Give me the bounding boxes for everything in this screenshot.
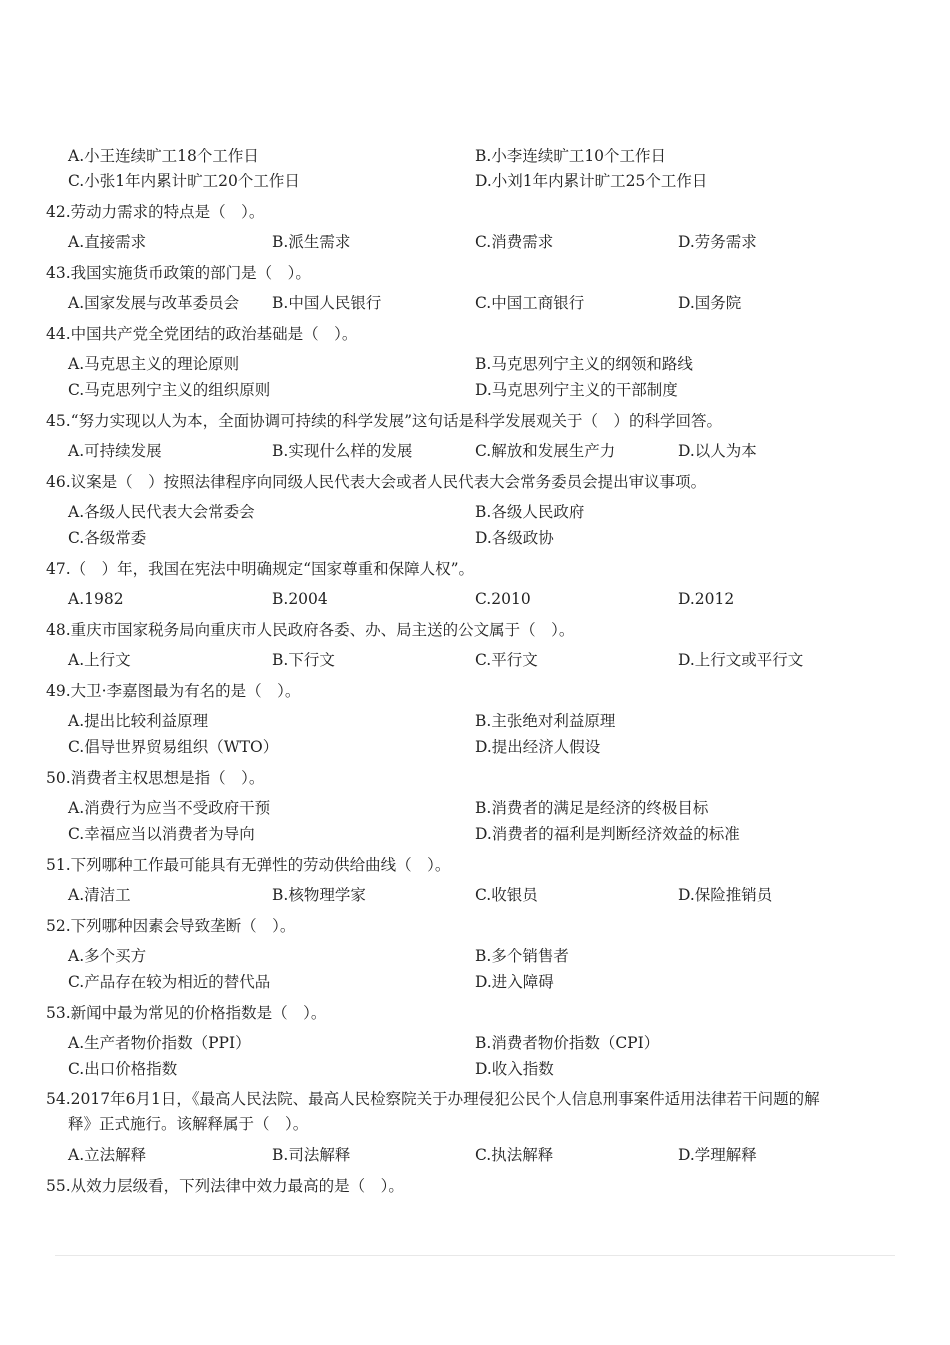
footer-divider	[55, 1255, 895, 1256]
question-50	[0, 765, 950, 791]
question-43	[0, 260, 950, 286]
question-49	[0, 678, 950, 704]
q43-option-a: A.国家发展与改革委员会	[68, 294, 240, 312]
q47-option-a: A.1982	[68, 590, 124, 608]
q53-option-a: A.生产者物价指数（PPI）	[68, 1034, 251, 1052]
q51-option-a: A.清洁工	[68, 886, 131, 904]
q51-stem: 51.下列哪种工作最可能具有无弹性的劳动供给曲线（ ）。	[46, 856, 451, 874]
question-48	[0, 617, 950, 643]
question-54	[0, 1086, 950, 1112]
q52-option-b: B.多个销售者	[475, 947, 569, 965]
q50-stem: 50.消费者主权思想是指（ ）。	[46, 769, 265, 787]
question-54-continued	[0, 1111, 950, 1137]
question-44	[0, 321, 950, 347]
q47-option-b: B.2004	[272, 590, 328, 608]
question-45	[0, 408, 950, 434]
q51-option-d: D.保险推销员	[678, 886, 773, 904]
q45-stem: 45.“努力实现以人为本，全面协调可持续的科学发展”这句话是科学发展观关于（ ）的科学回答。	[46, 412, 723, 430]
q53-options-row-2	[0, 1056, 950, 1082]
q48-stem: 48.重庆市国家税务局向重庆市人民政府各委、办、局主送的公文属于（ ）。	[46, 621, 575, 639]
q45-option-c: C.解放和发展生产力	[475, 442, 616, 460]
q50-option-b: B.消费者的满足是经济的终极目标	[475, 799, 709, 817]
q51-option-b: B.核物理学家	[272, 886, 366, 904]
q52-option-a: A.多个买方	[68, 947, 147, 965]
question-42	[0, 199, 950, 225]
q48-option-b: B.下行文	[272, 651, 335, 669]
q46-stem: 46.议案是（ ）按照法律程序向同级人民代表大会或者人民代表大会常务委员会提出审议事项。	[46, 473, 707, 491]
q42-option-b: B.派生需求	[272, 233, 351, 251]
q42-option-c: C.消费需求	[475, 233, 554, 251]
q46-option-d: D.各级政协	[475, 529, 554, 547]
q55-stem: 55.从效力层级看，下列法律中效力最高的是（ ）。	[46, 1177, 404, 1195]
question-52	[0, 913, 950, 939]
q50-option-c: C.幸福应当以消费者为导向	[68, 825, 255, 843]
q44-stem: 44.中国共产党全党团结的政治基础是（ ）。	[46, 325, 358, 343]
question-47	[0, 556, 950, 582]
q54-options	[0, 1142, 950, 1168]
q43-stem: 43.我国实施货币政策的部门是（ ）。	[46, 264, 311, 282]
q52-stem: 52.下列哪种因素会导致垄断（ ）。	[46, 917, 296, 935]
q54-option-b: B.司法解释	[272, 1146, 351, 1164]
q43-option-b: B.中国人民银行	[272, 294, 382, 312]
q44-option-c: C.马克思列宁主义的组织原则	[68, 381, 271, 399]
q53-option-d: D.收入指数	[475, 1060, 554, 1078]
q53-option-c: C.出口价格指数	[68, 1060, 178, 1078]
question-51	[0, 852, 950, 878]
q44-options-row-1	[0, 351, 950, 377]
q54-option-c: C.执法解释	[475, 1146, 554, 1164]
q48-options	[0, 647, 950, 673]
q46-option-c: C.各级常委	[68, 529, 147, 547]
q44-option-b: B.马克思列宁主义的纲领和路线	[475, 355, 693, 373]
q48-option-d: D.上行文或平行文	[678, 651, 804, 669]
q46-options-row-1	[0, 499, 950, 525]
q43-option-c: C.中国工商银行	[475, 294, 585, 312]
q53-option-b: B.消费者物价指数（CPI）	[475, 1034, 660, 1052]
question-55	[0, 1173, 950, 1199]
q47-options	[0, 586, 950, 612]
q50-option-a: A.消费行为应当不受政府干预	[68, 799, 271, 817]
q47-option-c: C.2010	[475, 590, 531, 608]
q49-options-row-1	[0, 708, 950, 734]
q47-stem: 47.（ ）年，我国在宪法中明确规定“国家尊重和保障人权”。	[46, 560, 475, 578]
q41-options-row-2	[0, 168, 950, 194]
q49-option-b: B.主张绝对利益原理	[475, 712, 616, 730]
q53-stem: 53.新闻中最为常见的价格指数是（ ）。	[46, 1004, 327, 1022]
q44-option-d: D.马克思列宁主义的干部制度	[475, 381, 678, 399]
q45-option-b: B.实现什么样的发展	[272, 442, 413, 460]
q53-options-row-1	[0, 1030, 950, 1056]
q43-options	[0, 290, 950, 316]
q50-options-row-1	[0, 795, 950, 821]
q49-option-c: C.倡导世界贸易组织（WTO）	[68, 738, 279, 756]
q44-option-a: A.马克思主义的理论原则	[68, 355, 240, 373]
q47-option-d: D.2012	[678, 590, 735, 608]
q54-option-a: A.立法解释	[68, 1146, 147, 1164]
question-53	[0, 1000, 950, 1026]
q52-option-d: D.进入障碍	[475, 973, 554, 991]
q41-options-row-1	[0, 143, 950, 169]
q46-option-b: B.各级人民政府	[475, 503, 585, 521]
q48-option-c: C.平行文	[475, 651, 538, 669]
q54-stem-line-2: 释》正式施行。该解释属于（ ）。	[68, 1115, 309, 1133]
q50-option-d: D.消费者的福利是判断经济效益的标准	[475, 825, 740, 843]
q48-option-a: A.上行文	[68, 651, 131, 669]
q45-options	[0, 438, 950, 464]
q50-options-row-2	[0, 821, 950, 847]
q52-option-c: C.产品存在较为相近的替代品	[68, 973, 271, 991]
q51-options	[0, 882, 950, 908]
question-46	[0, 469, 950, 495]
q43-option-d: D.国务院	[678, 294, 742, 312]
q51-option-c: C.收银员	[475, 886, 538, 904]
q49-option-d: D.提出经济人假设	[475, 738, 601, 756]
q46-options-row-2	[0, 525, 950, 551]
q41-option-c: C.小张1年内累计旷工20个工作日	[68, 172, 300, 190]
q44-options-row-2	[0, 377, 950, 403]
q49-option-a: A.提出比较利益原理	[68, 712, 209, 730]
q52-options-row-2	[0, 969, 950, 995]
q41-option-b: B.小李连续旷工10个工作日	[475, 147, 667, 165]
q49-stem: 49.大卫·李嘉图最为有名的是（ ）。	[46, 682, 301, 700]
q45-option-a: A.可持续发展	[68, 442, 162, 460]
q42-option-a: A.直接需求	[68, 233, 147, 251]
q52-options-row-1	[0, 943, 950, 969]
q46-option-a: A.各级人民代表大会常委会	[68, 503, 255, 521]
q42-options	[0, 229, 950, 255]
q54-stem-line-1: 54.2017年6月1日，《最高人民法院、最高人民检察院关于办理侵犯公民个人信息刑事案件适用法律若干问题的解	[46, 1090, 820, 1108]
q41-option-a: A.小王连续旷工18个工作日	[68, 147, 259, 165]
q49-options-row-2	[0, 734, 950, 760]
q54-option-d: D.学理解释	[678, 1146, 757, 1164]
q41-option-d: D.小刘1年内累计旷工25个工作日	[475, 172, 708, 190]
q42-stem: 42.劳动力需求的特点是（ ）。	[46, 203, 265, 221]
q42-option-d: D.劳务需求	[678, 233, 757, 251]
q45-option-d: D.以人为本	[678, 442, 757, 460]
